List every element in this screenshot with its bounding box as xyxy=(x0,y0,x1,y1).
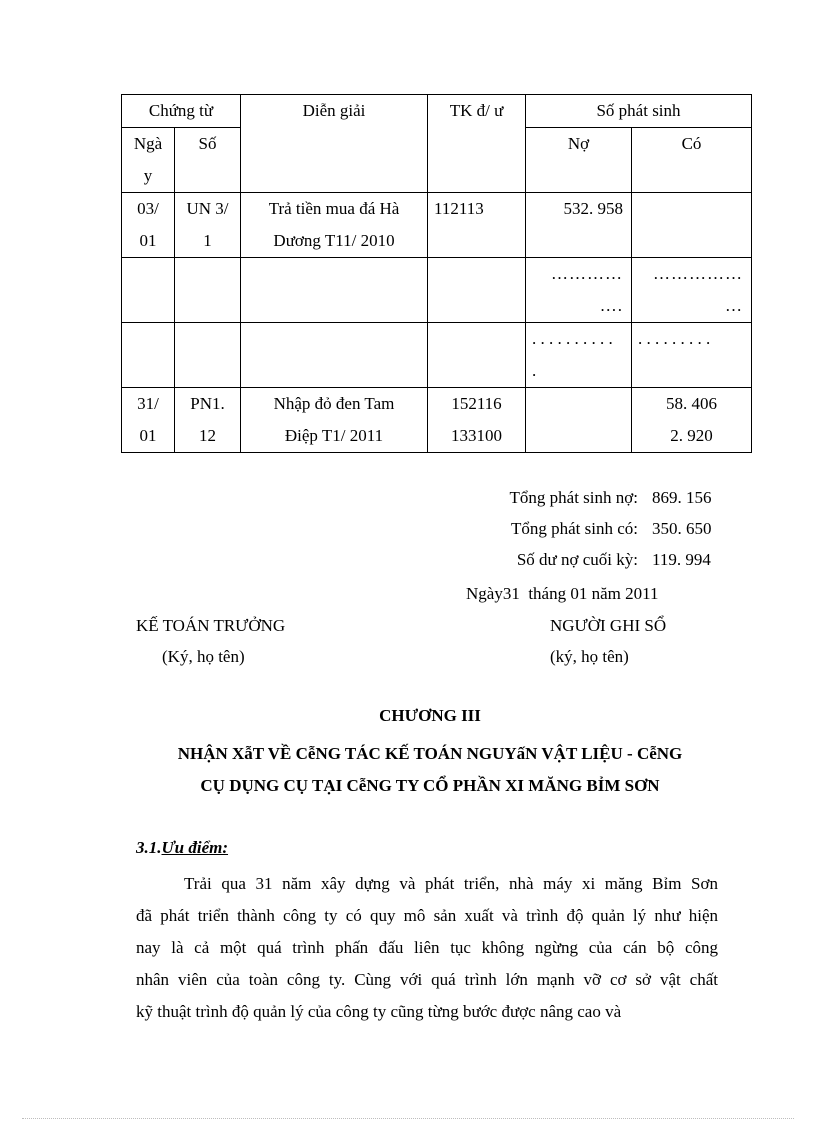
cell-text: . . . . . . . . . xyxy=(638,329,711,348)
paragraph-line: kỹ thuật trình độ quản lý của công ty cũng từng bước được nâng cao và xyxy=(136,1002,622,1021)
cell-text: 01 xyxy=(139,231,157,250)
header-dien-giai: Diễn giải xyxy=(241,95,428,193)
cell-text: 133100 xyxy=(451,426,502,445)
cell-text: 2. 920 xyxy=(670,426,713,445)
recorder-signature xyxy=(550,610,666,672)
cell-text: PN1. xyxy=(190,394,225,413)
cell-text: ………… xyxy=(551,264,623,283)
cell-dien-giai xyxy=(241,193,428,258)
cell-text: 152116 xyxy=(451,394,502,413)
cell-text: …. xyxy=(599,296,623,315)
cell-ngay xyxy=(122,323,175,388)
signing-date: Ngày31 tháng 01 năm 2011 xyxy=(466,584,659,603)
cell-text: 112113 xyxy=(434,199,484,218)
total-label: Tổng phát sinh nợ: xyxy=(509,488,638,507)
cell-ngay xyxy=(122,258,175,323)
cell-text: 31/ xyxy=(137,394,159,413)
cell-text: Nhập đỏ đen Tam xyxy=(273,394,395,413)
header-tk: TK đ/ ư xyxy=(428,95,526,193)
paragraph-line: nay là cả một quá trình phấn đấu liên tục không ngừng của cán bộ công xyxy=(136,938,718,957)
paragraph-line: đã phát triển thành công ty có quy mô sản xuất và trình độ quản lý như hiện xyxy=(136,906,718,925)
cell-text: 01 xyxy=(139,426,157,445)
header-so: Số xyxy=(175,128,241,193)
cell-ngay xyxy=(122,193,175,258)
header-ngay-line-1: Ngà xyxy=(133,134,163,153)
totals-block xyxy=(420,482,720,575)
chapter-title xyxy=(100,738,760,802)
cell-text: 532. 958 xyxy=(563,199,623,218)
ledger-table xyxy=(121,94,752,453)
cell-co xyxy=(632,323,752,388)
cell-text: . xyxy=(532,361,537,380)
ending-balance-row xyxy=(420,544,720,575)
section-title: Ưu điểm: xyxy=(161,838,229,857)
cell-text: Trả tiền mua đá Hà xyxy=(268,199,400,218)
header-co: Có xyxy=(632,128,752,193)
table-header-row xyxy=(122,95,752,128)
cell-tk xyxy=(428,258,526,323)
cell-no xyxy=(526,388,632,453)
cell-text: …………… xyxy=(653,264,743,283)
total-credit-row xyxy=(420,513,720,544)
cell-so xyxy=(175,323,241,388)
cell-text: 1 xyxy=(203,231,212,250)
paragraph-line: nhân viên của toàn công ty. Cùng với quá trình lớn mạnh vỡ cơ sở vật chất xyxy=(136,970,718,989)
section-heading xyxy=(136,838,228,858)
cell-text: 03/ xyxy=(137,199,159,218)
total-value: 869. 156 xyxy=(652,488,712,507)
cell-so xyxy=(175,193,241,258)
cell-no xyxy=(526,258,632,323)
cell-so xyxy=(175,388,241,453)
cell-dien-giai xyxy=(241,258,428,323)
cell-tk xyxy=(428,193,526,258)
paragraph-line: Trải qua 31 năm xây dựng và phát triển, nhà máy xi măng Bỉm Sơn xyxy=(184,874,718,893)
header-ngay xyxy=(122,128,175,193)
signature-note: (ký, họ tên) xyxy=(550,647,629,666)
cell-text: Dương T11/ 2010 xyxy=(273,231,395,250)
cell-text: . . . . . . . . . . xyxy=(532,329,613,348)
header-so-phat-sinh: Số phát sinh xyxy=(526,95,752,128)
total-debit-row xyxy=(420,482,720,513)
cell-co xyxy=(632,258,752,323)
cell-tk xyxy=(428,388,526,453)
cell-dien-giai xyxy=(241,388,428,453)
signature-note: (Ký, họ tên) xyxy=(162,647,245,666)
table-row xyxy=(122,388,752,453)
cell-text: Điệp T1/ 2011 xyxy=(284,426,384,445)
cell-no xyxy=(526,323,632,388)
table-row xyxy=(122,193,752,258)
cell-text: 58. 406 xyxy=(666,394,717,413)
signature-title: NGƯỜI GHI SỔ xyxy=(550,616,667,635)
section-number: 3.1. xyxy=(136,838,162,857)
signature-title: KẾ TOÁN TRƯỞNG xyxy=(136,616,286,635)
total-label: Số dư nợ cuối kỳ: xyxy=(516,550,638,569)
cell-ngay xyxy=(122,388,175,453)
total-value: 119. 994 xyxy=(652,550,711,569)
cell-text: … xyxy=(725,296,743,315)
chapter-number: CHƯƠNG III xyxy=(379,706,481,725)
total-label: Tổng phát sinh có: xyxy=(510,519,638,538)
chief-accountant-signature xyxy=(136,610,285,672)
cell-no xyxy=(526,193,632,258)
header-ngay-line-2: y xyxy=(143,166,153,185)
cell-co xyxy=(632,193,752,258)
table-row xyxy=(122,323,752,388)
cell-text: 12 xyxy=(199,426,216,445)
header-chung-tu: Chứng từ xyxy=(122,95,241,128)
cell-tk xyxy=(428,323,526,388)
header-no: Nợ xyxy=(526,128,632,193)
chapter-title-line-2: CỤ DỤNG CỤ TẠI CễNG TY CỔ PHẦN XI MĂNG BỈM SƠN xyxy=(200,776,660,795)
total-value: 350. 650 xyxy=(652,519,712,538)
cell-so xyxy=(175,258,241,323)
table-row xyxy=(122,258,752,323)
cell-dien-giai xyxy=(241,323,428,388)
chapter-title-line-1: NHẬN XẫT VỀ CễNG TÁC KẾ TOÁN NGUYấN VẬT LIỆU - CễNG xyxy=(177,744,683,763)
cell-co xyxy=(632,388,752,453)
body-paragraph xyxy=(136,868,718,1028)
cell-text: UN 3/ xyxy=(186,199,229,218)
